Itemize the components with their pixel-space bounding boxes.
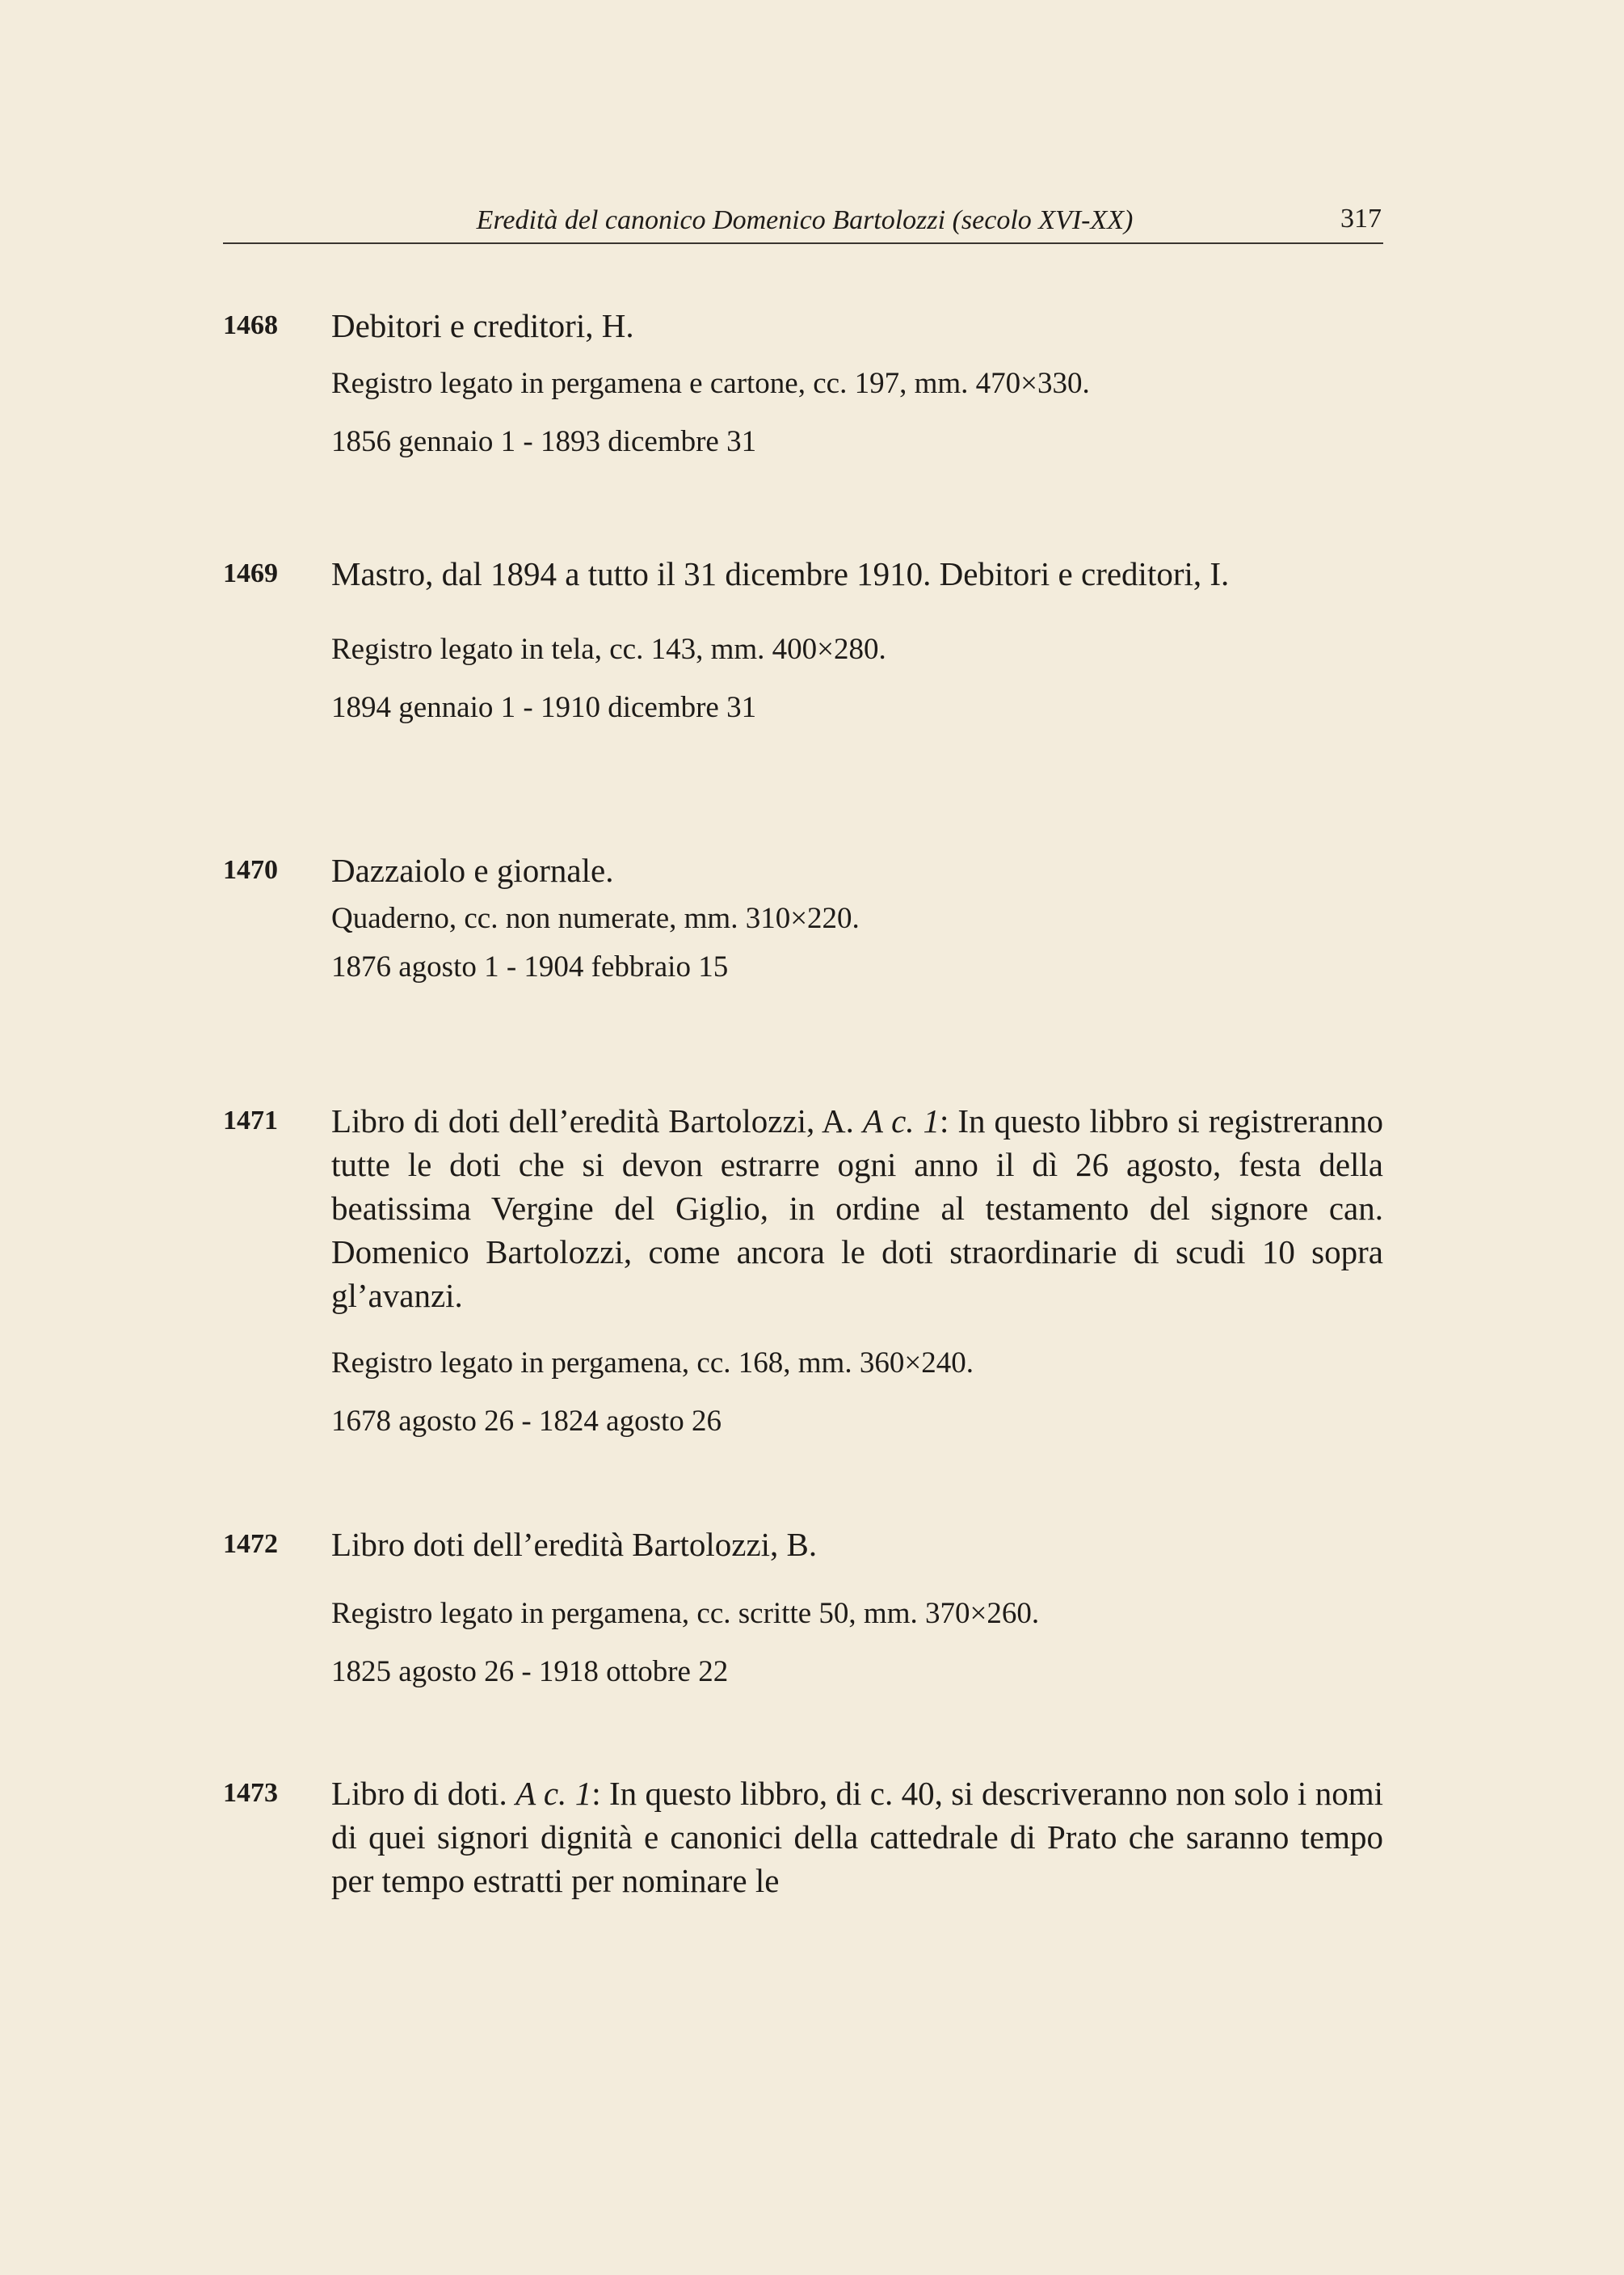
- entry-1472: [223, 1523, 1383, 1694]
- entry-dates: 1876 agosto 1 - 1904 febbraio 15: [331, 950, 729, 984]
- entry-number: 1470: [223, 855, 278, 885]
- entry-title: [331, 1099, 1383, 1317]
- entry-number: 1469: [223, 558, 278, 588]
- entry-1471: [223, 1099, 1383, 1443]
- entry-1473: [223, 1772, 1383, 1902]
- entry-title: Mastro, dal 1894 a tutto il 31 dicembre 1910. Debitori e creditori, I.: [331, 555, 1230, 592]
- entry-number: 1472: [223, 1529, 278, 1559]
- entry-title: Libro doti dell’eredità Bartolozzi, B.: [331, 1526, 818, 1563]
- header-rule: [223, 242, 1383, 244]
- entry-title: Debitori e creditori, H.: [331, 307, 634, 344]
- entry-number: 1468: [223, 310, 278, 340]
- entry-title-text: Libro di doti.: [331, 1775, 516, 1812]
- entry-title-italic: A c. 1: [862, 1102, 940, 1140]
- entry-description: Registro legato in pergamena, cc. 168, mm. 360×240.: [331, 1346, 974, 1380]
- entry-title-italic: A c. 1: [515, 1775, 592, 1812]
- entry-description: Registro legato in pergamena, cc. scritte 50, mm. 370×260.: [331, 1597, 1040, 1630]
- entry-description: Registro legato in tela, cc. 143, mm. 400×280.: [331, 633, 886, 666]
- entry-title-rest: : In questo libbro, di c. 40, si descriveranno non solo i nomi di quei signori dignità e canonici della cattedrale di Prato che saranno tempo per tempo estratti per nominare le: [331, 1775, 1383, 1899]
- entry-description: Registro legato in pergamena e cartone, cc. 197, mm. 470×330.: [331, 367, 1090, 400]
- entry-title-rest: : In questo libbro si registreranno tutte le doti che si devon estrarre ogni anno il dì 26 agosto, festa della beatissima Vergine del Giglio, in ordine al testamento del signore can. Domenico Bartolozzi, come ancora le doti straordinarie di scudi 10 sopra gl’avanzi.: [331, 1102, 1383, 1314]
- entry-number: 1473: [223, 1778, 278, 1808]
- entry-dates: 1856 gennaio 1 - 1893 dicembre 31: [331, 425, 757, 458]
- running-header-title: Eredità del canonico Domenico Bartolozzi (secolo XVI-XX): [476, 205, 1134, 235]
- page-number: 317: [1340, 204, 1382, 234]
- entry-dates: 1678 agosto 26 - 1824 agosto 26: [331, 1405, 722, 1438]
- entry-number: 1471: [223, 1106, 278, 1135]
- entry-1469: [223, 552, 1383, 730]
- entry-1470: [223, 849, 1383, 989]
- entry-1468: [223, 304, 1383, 464]
- entry-dates: 1825 agosto 26 - 1918 ottobre 22: [331, 1655, 729, 1688]
- entry-dates: 1894 gennaio 1 - 1910 dicembre 31: [331, 691, 757, 724]
- entry-title: Dazzaiolo e giornale.: [331, 852, 614, 889]
- entry-title-text: Libro di doti dell’eredità Bartolozzi, A.: [331, 1102, 863, 1140]
- entry-description: Quaderno, cc. non numerate, mm. 310×220.: [331, 902, 860, 935]
- entry-title: [331, 1772, 1383, 1902]
